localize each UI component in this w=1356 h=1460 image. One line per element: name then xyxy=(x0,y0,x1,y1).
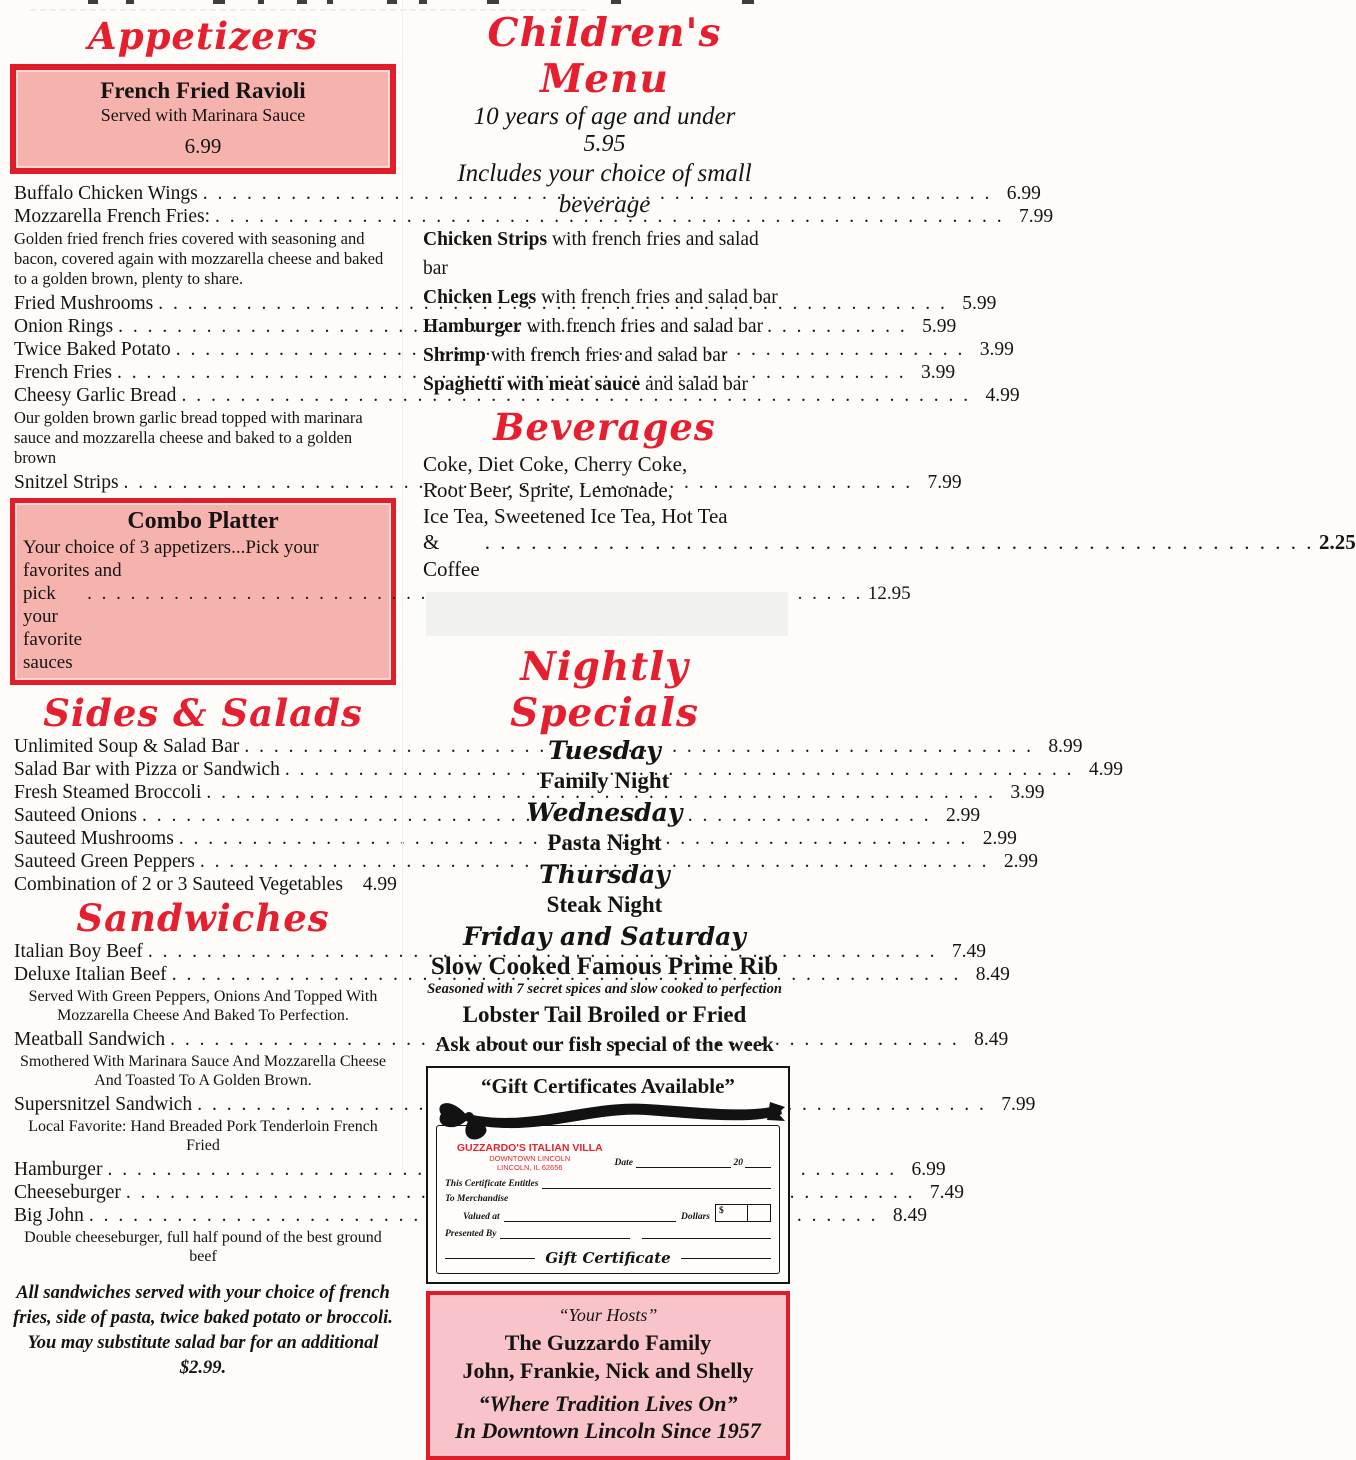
item-description: Golden fried french fries covered with seasoning and bacon, covered again with mozzarella cheese and baked to a golden brown, plenty to share. xyxy=(14,229,384,288)
dollars-label: Dollars xyxy=(680,1212,710,1222)
item-price: 7.49 xyxy=(929,1182,964,1203)
dot-leader xyxy=(485,529,1314,556)
childrens-item xyxy=(423,225,788,283)
beverage-line: & Coffee xyxy=(423,530,480,581)
section-title-sides: Sides & Salads xyxy=(43,691,363,735)
menu-item xyxy=(10,873,396,896)
item-name: Snitzel Strips xyxy=(14,472,119,493)
special-day: Wednesday xyxy=(526,798,683,827)
item-price: 4.99 xyxy=(985,385,1020,406)
item-description: Double cheeseburger, full half pound of the best ground beef xyxy=(24,1229,382,1265)
item-name: Sauteed Green Peppers xyxy=(14,851,195,872)
beverages-price: 2.25 xyxy=(1319,530,1356,554)
combo-price-row xyxy=(23,582,911,674)
menu-item xyxy=(10,361,956,384)
special-name: Steak Night xyxy=(546,892,663,917)
item-name: Twice Baked Potato xyxy=(14,339,171,360)
certificate-footer xyxy=(445,1249,771,1267)
item-name: Mozzarella French Fries: xyxy=(14,206,211,227)
item-name: Fresh Steamed Broccoli xyxy=(14,782,202,803)
item-price: 8.49 xyxy=(975,964,1010,985)
item-name: Spaghetti with meat sauce xyxy=(423,374,641,395)
childrens-item xyxy=(423,370,788,399)
ribbon-bow-icon xyxy=(434,1092,786,1142)
presented-row xyxy=(445,1229,771,1239)
date-label: Date xyxy=(614,1158,633,1168)
item-name: Big John xyxy=(14,1205,84,1226)
item-price: 4.99 xyxy=(362,874,397,895)
business-name: GUZZARDO'S ITALIAN VILLA xyxy=(456,1142,603,1154)
gift-certificates-header: “Gift Certificates Available” xyxy=(481,1074,735,1098)
hosts-slogan: “Where Tradition Lives On” xyxy=(478,1391,738,1416)
item-name: Combination of 2 or 3 Sauteed Vegetables xyxy=(14,874,343,895)
item-name: Salad Bar with Pizza or Sandwich xyxy=(14,759,280,780)
menu-item xyxy=(10,182,1041,205)
valued-blank xyxy=(504,1213,676,1222)
item-price: 8.99 xyxy=(1048,736,1083,757)
item-name: Italian Boy Beef xyxy=(14,941,143,962)
item-price: 7.49 xyxy=(951,941,986,962)
item-name: Sauteed Mushrooms xyxy=(14,828,174,849)
footer-rule xyxy=(681,1258,771,1259)
presented-label: Presented By xyxy=(445,1229,497,1239)
item-price: 3.99 xyxy=(979,339,1014,360)
menu-item xyxy=(10,850,1038,873)
childrens-item xyxy=(423,341,788,370)
childrens-price: 5.95 xyxy=(583,131,626,157)
merchandise-label: To Merchandise xyxy=(445,1194,509,1204)
item-price: 5.99 xyxy=(922,316,957,337)
item-price: 2.99 xyxy=(982,828,1017,849)
childrens-items xyxy=(421,225,788,399)
menu-item xyxy=(10,205,1054,228)
section-title-childrens-menu: Children's Menu xyxy=(487,10,722,102)
presented-blank xyxy=(500,1230,629,1239)
date-year-prefix: 20 xyxy=(733,1158,743,1168)
menu-item xyxy=(10,1093,1036,1116)
nightly-special xyxy=(421,798,788,857)
item-name: Cheeseburger xyxy=(14,1182,121,1203)
combo-title: Combo Platter xyxy=(127,508,279,534)
special-day: Thursday xyxy=(539,860,670,889)
item-name: Supersnitzel Sandwich xyxy=(14,1094,193,1115)
featured-item-price: 6.99 xyxy=(184,134,222,158)
section-title-nightly-specials: Nightly Specials xyxy=(510,644,699,736)
item-description: Local Favorite: Hand Breaded Pork Tenderloin French Fried xyxy=(28,1118,378,1154)
weekend-special xyxy=(421,922,788,1058)
scanned-blank-area xyxy=(426,592,788,636)
merchandise-row xyxy=(445,1194,771,1204)
item-price: 7.99 xyxy=(1001,1094,1036,1115)
item-name: Cheesy Garlic Bread xyxy=(14,385,177,406)
item-name: Onion Rings xyxy=(14,316,114,337)
item-name: Fried Mushrooms xyxy=(14,293,154,314)
date-row xyxy=(615,1142,771,1172)
item-price: 3.99 xyxy=(921,362,956,383)
item-name: Deluxe Italian Beef xyxy=(14,964,167,985)
item-name: Chicken Legs xyxy=(423,287,537,308)
featured-item-name: French Fried Ravioli xyxy=(100,78,306,103)
special-name: Lobster Tail Broiled or Fried xyxy=(462,1002,747,1027)
item-price: 2.99 xyxy=(1003,851,1038,872)
childrens-item xyxy=(423,283,788,312)
item-name: Meatball Sandwich xyxy=(14,1029,166,1050)
childrens-age-note: 10 years of age and under xyxy=(473,103,736,130)
gift-certificate-label: Gift Certificate xyxy=(545,1249,671,1267)
item-price: 7.99 xyxy=(1019,206,1054,227)
section-title-sandwiches: Sandwiches xyxy=(76,896,330,940)
featured-item-subtitle: Served with Marinara Sauce xyxy=(100,105,306,125)
item-description: Smothered With Marinara Sauce And Mozzarella Cheese And Toasted To A Golden Brown. xyxy=(19,1053,387,1089)
item-price: 6.99 xyxy=(1006,183,1041,204)
dollar-sign: $ xyxy=(716,1205,748,1221)
special-description: Seasoned with 7 secret spices and slow cooked to perfection xyxy=(427,981,782,997)
item-name: Chicken Strips xyxy=(423,229,548,250)
section-title-appetizers: Appetizers xyxy=(87,14,318,58)
date-blank xyxy=(636,1159,731,1168)
item-name: Shrimp xyxy=(423,345,486,366)
section-title-beverages: Beverages xyxy=(493,405,716,449)
business-block xyxy=(445,1142,615,1172)
beverage-price-row xyxy=(423,529,1356,583)
special-name: Pasta Night xyxy=(547,830,662,855)
featured-item-box xyxy=(10,64,396,174)
entitles-blank xyxy=(542,1180,771,1189)
item-description: Our golden brown garlic bread topped with marinara sauce and mozzarella cheese and baked to a golden brown xyxy=(14,408,363,467)
item-name: Hamburger xyxy=(423,316,522,337)
valued-row xyxy=(445,1204,771,1222)
hosts-family-name: The Guzzardo Family xyxy=(504,1330,712,1355)
entitles-row xyxy=(445,1179,771,1189)
item-name: Buffalo Chicken Wings xyxy=(14,183,198,204)
beverage-line: Root Beer, Sprite, Lemonade, xyxy=(423,478,673,502)
beverage-line: Ice Tea, Sweetened Ice Tea, Hot Tea xyxy=(423,504,728,528)
item-price: 7.99 xyxy=(927,472,962,493)
item-description: Served With Green Peppers, Onions And Topped With Mozzarella Cheese And Baked To Perfection. xyxy=(28,988,378,1024)
item-price: 3.99 xyxy=(1010,782,1045,803)
hosts-members: John, Frankie, Nick and Shelly xyxy=(462,1358,754,1383)
footer-rule xyxy=(445,1258,535,1259)
item-detail: and salad bar xyxy=(645,374,748,395)
item-detail: with french fries and salad bar xyxy=(423,229,759,279)
item-price: 8.49 xyxy=(892,1205,928,1226)
gift-certificate-box xyxy=(426,1066,790,1284)
childrens-item xyxy=(423,312,788,341)
certificate-header-row xyxy=(445,1142,771,1172)
item-name: Unlimited Soup & Salad Bar xyxy=(14,736,240,757)
item-detail: with french fries and salad bar xyxy=(541,287,778,308)
special-name: Slow Cooked Famous Prime Rib xyxy=(430,953,779,980)
nightly-special xyxy=(421,736,788,795)
item-price: 8.49 xyxy=(974,1029,1009,1050)
business-address-line: DOWNTOWN LINCOLN xyxy=(489,1154,571,1163)
presented-blank xyxy=(642,1230,771,1239)
childrens-beverage-note: Includes your choice of small beverage xyxy=(457,160,752,218)
entitles-label: This Certificate Entitles xyxy=(445,1179,539,1189)
item-price: 4.99 xyxy=(1088,759,1124,780)
your-hosts-box xyxy=(426,1291,790,1460)
beverage-line: Coke, Diet Coke, Cherry Coke, xyxy=(423,452,688,476)
fish-special-note: Ask about our fish special of the week xyxy=(435,1032,774,1056)
year-blank xyxy=(745,1159,771,1168)
item-price: 2.99 xyxy=(945,805,981,826)
hosts-label: “Your Hosts” xyxy=(558,1305,658,1325)
item-price: 5.99 xyxy=(962,293,997,314)
item-detail: with french fries and salad bar xyxy=(526,316,764,337)
menu-item xyxy=(10,940,986,963)
item-name: Hamburger xyxy=(14,1159,103,1180)
combo-line2: pick your favorite sauces xyxy=(23,583,83,673)
special-name: Family Night xyxy=(539,768,670,793)
special-day: Tuesday xyxy=(548,736,661,765)
business-address-line: LINCOLN, IL 62656 xyxy=(496,1163,563,1172)
menu-item xyxy=(10,781,1045,804)
item-name: French Fries xyxy=(14,362,113,383)
valued-label: Valued at xyxy=(463,1212,500,1222)
dollar-amount-box xyxy=(715,1204,771,1222)
nightly-special xyxy=(421,860,788,919)
sandwiches-footnote: All sandwiches served with your choice of french fries, side of pasta, twice baked potato or broccoli. You may substitute salad bar for an additional $2.99. xyxy=(13,1283,393,1378)
item-name: Sauteed Onions xyxy=(14,805,137,826)
hosts-since: In Downtown Lincoln Since 1957 xyxy=(455,1418,761,1443)
item-detail: with french fries and salad bar xyxy=(490,345,728,366)
combo-line: Your choice of 3 appetizers...Pick your favorites and xyxy=(23,537,319,581)
item-price: 6.99 xyxy=(911,1159,946,1180)
special-day: Friday and Saturday xyxy=(463,922,746,951)
gift-certificate-form xyxy=(436,1125,780,1274)
combo-price: 12.95 xyxy=(867,583,911,604)
